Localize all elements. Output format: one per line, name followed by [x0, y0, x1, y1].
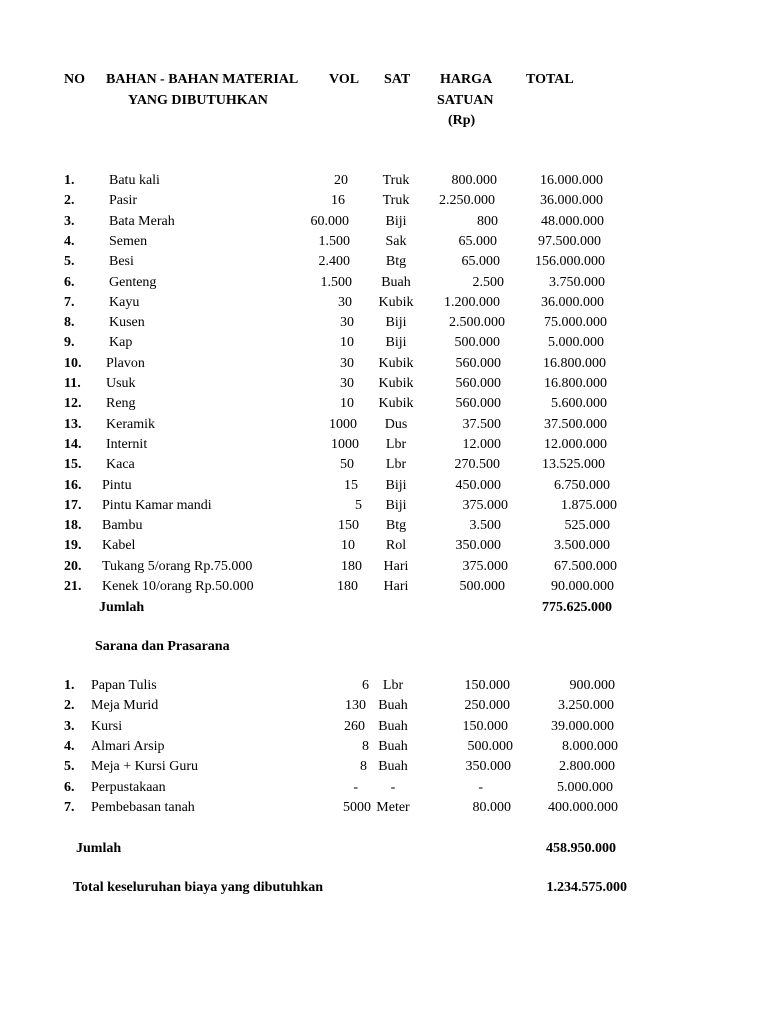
sarana-item-unit-price: 500.000: [467, 739, 513, 754]
row-number: 1.: [64, 173, 75, 188]
material-unit-price: 560.000: [455, 376, 501, 391]
sarana-item-total: 8.000.000: [562, 739, 618, 754]
material-unit: Hari: [383, 559, 409, 574]
row-number: 20.: [64, 559, 82, 574]
material-total: 5.000.000: [548, 335, 604, 350]
material-unit: Biji: [385, 478, 407, 493]
material-name: Semen: [109, 234, 148, 249]
sarana-total-value: 458.950.000: [546, 841, 616, 856]
material-total: 5.600.000: [551, 396, 607, 411]
material-volume: 30: [340, 356, 354, 371]
sarana-total-label: Jumlah: [76, 841, 122, 856]
material-name: Tukang 5/orang Rp.75.000: [102, 559, 253, 574]
material-name: Bambu: [102, 518, 143, 533]
material-unit: Biji: [385, 335, 407, 350]
material-total: 1.875.000: [561, 498, 617, 513]
material-volume: 10: [341, 538, 355, 553]
material-unit-price: 375.000: [462, 559, 508, 574]
material-volume: 30: [340, 376, 354, 391]
material-volume: 1.500: [318, 234, 350, 249]
row-number: 9.: [64, 335, 75, 350]
material-unit: Lbr: [385, 437, 407, 452]
sarana-item-name: Almari Arsip: [91, 739, 165, 754]
material-unit-price: 1.200.000: [444, 295, 500, 310]
material-volume: 50: [340, 457, 354, 472]
material-total: 75.000.000: [544, 315, 607, 330]
material-unit-price: 560.000: [455, 396, 501, 411]
materials-total-label: Jumlah: [99, 600, 145, 615]
material-unit: Hari: [383, 579, 409, 594]
row-number: 3.: [64, 214, 75, 229]
material-volume: 30: [340, 315, 354, 330]
row-number: 18.: [64, 518, 82, 533]
material-unit-price: 37.500: [462, 417, 501, 432]
header-sat: SAT: [384, 72, 411, 87]
material-name: Bata Merah: [109, 214, 175, 229]
material-total: 36.000.000: [540, 193, 603, 208]
material-unit-price: 500.000: [454, 335, 500, 350]
material-unit: Biji: [385, 214, 407, 229]
header-material-line1: BAHAN - BAHAN MATERIAL: [106, 72, 299, 87]
row-number: 4.: [64, 234, 75, 249]
sarana-item-volume: 5000: [343, 800, 371, 815]
sarana-item-unit-price: -: [478, 780, 483, 795]
material-volume: 5: [355, 498, 362, 513]
sarana-item-volume: 130: [345, 698, 366, 713]
material-total: 90.000.000: [551, 579, 614, 594]
material-total: 67.500.000: [554, 559, 617, 574]
sarana-item-name: Pembebasan tanah: [91, 800, 195, 815]
sarana-item-name: Meja Murid: [91, 698, 159, 713]
row-number: 6.: [64, 780, 75, 795]
material-volume: 30: [338, 295, 352, 310]
material-total: 97.500.000: [538, 234, 601, 249]
material-unit-price: 800: [477, 214, 498, 229]
material-unit-price: 800.000: [451, 173, 497, 188]
row-number: 7.: [64, 295, 75, 310]
header-material-line2: YANG DIBUTUHKAN: [128, 93, 268, 108]
material-unit-price: 2.500.000: [449, 315, 505, 330]
sarana-item-name: Papan Tulis: [91, 678, 157, 693]
material-name: Kayu: [109, 295, 140, 310]
sarana-item-unit-price: 80.000: [472, 800, 511, 815]
material-volume: 1000: [331, 437, 359, 452]
row-number: 10.: [64, 356, 82, 371]
material-unit-price: 270.500: [454, 457, 500, 472]
row-number: 2.: [64, 698, 75, 713]
sarana-item-unit: Buah: [378, 719, 408, 734]
material-name: Batu kali: [109, 173, 160, 188]
material-name: Kusen: [109, 315, 145, 330]
material-unit-price: 3.500: [469, 518, 501, 533]
sarana-item-volume: 8: [360, 759, 367, 774]
header-harga-line2: SATUAN: [437, 93, 494, 108]
material-total: 12.000.000: [544, 437, 607, 452]
material-name: Internit: [106, 437, 148, 452]
row-number: 5.: [64, 254, 75, 269]
material-unit-price: 65.000: [461, 254, 500, 269]
sarana-item-name: Kursi: [91, 719, 123, 734]
material-unit: Buah: [381, 275, 411, 290]
material-total: 16.000.000: [540, 173, 603, 188]
material-unit-price: 375.000: [462, 498, 508, 513]
row-number: 2.: [64, 193, 75, 208]
material-total: 16.800.000: [543, 356, 606, 371]
sarana-item-volume: 8: [362, 739, 369, 754]
material-unit-price: 450.000: [455, 478, 501, 493]
material-unit-price: 65.000: [458, 234, 497, 249]
material-volume: 180: [337, 579, 358, 594]
sarana-item-volume: 260: [344, 719, 365, 734]
material-unit: Truk: [382, 173, 410, 188]
sarana-item-name: Meja + Kursi Guru: [91, 759, 199, 774]
materials-total-value: 775.625.000: [542, 600, 612, 615]
header-total: TOTAL: [526, 72, 574, 87]
material-total: 37.500.000: [544, 417, 607, 432]
material-unit: Biji: [385, 315, 407, 330]
sarana-item-total: 2.800.000: [559, 759, 615, 774]
material-unit: Kubik: [378, 295, 414, 310]
header-harga-line3: (Rp): [448, 113, 476, 128]
material-volume: 15: [344, 478, 358, 493]
material-unit-price: 560.000: [455, 356, 501, 371]
material-unit-price: 12.000: [462, 437, 501, 452]
material-name: Kenek 10/orang Rp.50.000: [102, 579, 254, 594]
material-total: 16.800.000: [544, 376, 607, 391]
row-number: 6.: [64, 275, 75, 290]
sarana-item-unit: -: [390, 780, 396, 795]
material-name: Kabel: [102, 538, 136, 553]
row-number: 19.: [64, 538, 82, 553]
material-name: Reng: [106, 396, 136, 411]
grand-total-value: 1.234.575.000: [546, 880, 627, 895]
header-no: NO: [64, 72, 85, 87]
material-total: 3.750.000: [549, 275, 605, 290]
row-number: 13.: [64, 417, 82, 432]
row-number: 12.: [64, 396, 82, 411]
sarana-item-unit: Buah: [378, 759, 408, 774]
material-unit: Lbr: [385, 457, 407, 472]
material-unit: Btg: [385, 518, 407, 533]
material-unit-price: 350.000: [455, 538, 501, 553]
material-total: 3.500.000: [554, 538, 610, 553]
material-unit-price: 2.250.000: [439, 193, 495, 208]
sarana-item-total: 5.000.000: [557, 780, 613, 795]
row-number: 21.: [64, 579, 82, 594]
grand-total-label: Total keseluruhan biaya yang dibutuhkan: [73, 880, 324, 895]
material-unit: Btg: [385, 254, 407, 269]
material-volume: 2.400: [318, 254, 350, 269]
material-volume: 20: [334, 173, 348, 188]
row-number: 5.: [64, 759, 75, 774]
row-number: 7.: [64, 800, 75, 815]
sarana-item-total: 3.250.000: [558, 698, 614, 713]
sarana-item-unit-price: 350.000: [465, 759, 511, 774]
row-number: 17.: [64, 498, 82, 513]
sarana-item-volume: 6: [362, 678, 369, 693]
material-volume: 150: [338, 518, 359, 533]
material-unit: Sak: [385, 234, 407, 249]
sarana-item-unit: Buah: [378, 698, 408, 713]
material-total: 48.000.000: [541, 214, 604, 229]
material-unit: Rol: [385, 538, 407, 553]
material-volume: 16: [331, 193, 345, 208]
material-total: 13.525.000: [542, 457, 605, 472]
material-total: 6.750.000: [554, 478, 610, 493]
sarana-item-unit: Buah: [378, 739, 408, 754]
sarana-item-unit-price: 250.000: [464, 698, 510, 713]
row-number: 8.: [64, 315, 75, 330]
row-number: 11.: [64, 376, 81, 391]
row-number: 14.: [64, 437, 82, 452]
material-name: Pintu: [102, 478, 132, 493]
material-name: Usuk: [106, 376, 136, 391]
sarana-item-unit: Meter: [376, 800, 410, 815]
sarana-item-name: Perpustakaan: [91, 780, 166, 795]
material-volume: 10: [340, 396, 354, 411]
sarana-item-total: 900.000: [569, 678, 615, 693]
material-unit: Kubik: [378, 396, 414, 411]
header-harga-line1: HARGA: [440, 72, 493, 87]
material-total: 36.000.000: [541, 295, 604, 310]
material-unit: Kubik: [378, 356, 414, 371]
header-vol: VOL: [329, 72, 360, 87]
material-name: Plavon: [106, 356, 145, 371]
row-number: 4.: [64, 739, 75, 754]
row-number: 1.: [64, 678, 75, 693]
sarana-item-unit-price: 150.000: [464, 678, 510, 693]
material-volume: 1.500: [320, 275, 352, 290]
material-volume: 60.000: [310, 214, 349, 229]
sarana-item-volume: -: [353, 780, 358, 795]
material-name: Kap: [109, 335, 133, 350]
material-unit: Kubik: [378, 376, 414, 391]
sarana-item-unit: Lbr: [382, 678, 404, 693]
sarana-item-total: 39.000.000: [551, 719, 614, 734]
material-name: Genteng: [109, 275, 157, 290]
material-name: Besi: [109, 254, 134, 269]
material-volume: 180: [341, 559, 362, 574]
material-unit: Biji: [385, 498, 407, 513]
sarana-item-unit-price: 150.000: [462, 719, 508, 734]
material-total: 525.000: [564, 518, 610, 533]
material-unit: Dus: [384, 417, 408, 432]
row-number: 15.: [64, 457, 82, 472]
section-title-sarana: Sarana dan Prasarana: [95, 639, 230, 654]
row-number: 16.: [64, 478, 82, 493]
material-unit-price: 500.000: [459, 579, 505, 594]
material-name: Pasir: [109, 193, 137, 208]
material-total: 156.000.000: [535, 254, 605, 269]
material-name: Kaca: [106, 457, 135, 472]
material-volume: 1000: [329, 417, 357, 432]
material-unit: Truk: [382, 193, 410, 208]
row-number: 3.: [64, 719, 75, 734]
material-name: Keramik: [106, 417, 155, 432]
material-unit-price: 2.500: [472, 275, 504, 290]
material-name: Pintu Kamar mandi: [102, 498, 212, 513]
material-volume: 10: [340, 335, 354, 350]
sarana-item-total: 400.000.000: [548, 800, 618, 815]
